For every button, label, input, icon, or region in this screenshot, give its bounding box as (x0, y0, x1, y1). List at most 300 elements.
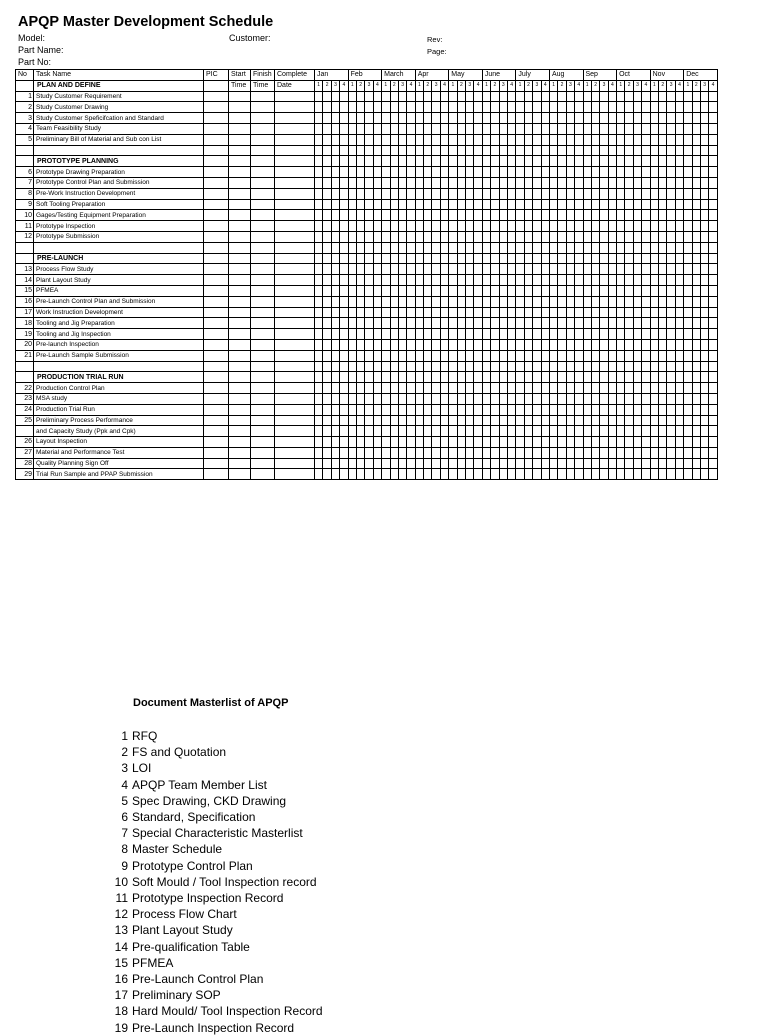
finish-time-cell (251, 329, 275, 340)
week-cell (650, 318, 658, 329)
week-cell (474, 307, 482, 318)
week-cell (382, 134, 390, 145)
row-number: 17 (16, 307, 34, 318)
week-cell (575, 231, 583, 242)
start-time-cell (229, 393, 251, 404)
week-cell (709, 134, 717, 145)
complete-date-cell (275, 275, 315, 286)
week-cell (340, 275, 348, 286)
week-cell (642, 458, 650, 469)
week-cell (331, 145, 339, 156)
week-cell (499, 285, 507, 296)
week-cell (340, 404, 348, 415)
week-cell (407, 177, 415, 188)
week-cell (507, 210, 515, 221)
week-cell (390, 437, 398, 448)
week-cell (449, 253, 457, 264)
week-cell (659, 415, 667, 426)
week-cell (684, 91, 692, 102)
week-cell (558, 242, 566, 253)
week-cell (474, 296, 482, 307)
finish-time-cell (251, 415, 275, 426)
week-cell (390, 318, 398, 329)
week-cell (667, 264, 675, 275)
week-cell (491, 242, 499, 253)
week-cell (365, 242, 373, 253)
week-cell (591, 437, 599, 448)
week-cell (566, 339, 574, 350)
start-time-cell (229, 91, 251, 102)
week-cell (365, 156, 373, 167)
week-cell (390, 145, 398, 156)
list-item (100, 874, 323, 890)
week-cell (340, 242, 348, 253)
week-cell (583, 437, 591, 448)
week-cell (449, 372, 457, 383)
week-cell (466, 188, 474, 199)
week-cell (340, 199, 348, 210)
list-item (100, 922, 323, 938)
week-cell (516, 123, 524, 134)
week-cell (348, 447, 356, 458)
list-item-label: APQP Team Member List (132, 777, 267, 792)
week-cell (566, 231, 574, 242)
week-cell (675, 113, 683, 124)
week-cell (566, 296, 574, 307)
week-cell (424, 372, 432, 383)
week-cell (650, 188, 658, 199)
week-cell (331, 242, 339, 253)
row-number: 19 (16, 329, 34, 340)
week-cell (424, 404, 432, 415)
week-cell (407, 307, 415, 318)
week-cell (575, 145, 583, 156)
week-cell (617, 404, 625, 415)
row-number (16, 80, 34, 91)
pic-cell (204, 123, 229, 134)
week-cell (533, 231, 541, 242)
week-cell (642, 307, 650, 318)
week-cell (625, 231, 633, 242)
month-header: Jan (315, 70, 349, 81)
week-cell (499, 361, 507, 372)
week-cell (625, 156, 633, 167)
week-cell (474, 361, 482, 372)
week-cell (323, 210, 331, 221)
week-cell (407, 361, 415, 372)
week-cell (583, 404, 591, 415)
week-cell (340, 296, 348, 307)
week-cell (491, 339, 499, 350)
week-cell (684, 350, 692, 361)
week-cell (692, 210, 700, 221)
week-cell (415, 447, 423, 458)
week-cell (432, 307, 440, 318)
week-cell (541, 242, 549, 253)
week-cell (507, 275, 515, 286)
week-cell (491, 415, 499, 426)
week-cell (700, 156, 708, 167)
week-cell (340, 145, 348, 156)
week-cell (583, 350, 591, 361)
week-number: 2 (625, 80, 633, 91)
week-cell (390, 113, 398, 124)
week-cell (340, 231, 348, 242)
week-cell (356, 188, 364, 199)
week-cell (323, 437, 331, 448)
col-complete-header: Date (275, 80, 315, 91)
week-cell (390, 458, 398, 469)
week-cell (365, 285, 373, 296)
row-number: 3 (16, 113, 34, 124)
week-cell (700, 296, 708, 307)
week-cell (549, 350, 557, 361)
week-cell (709, 393, 717, 404)
week-cell (390, 156, 398, 167)
week-cell (709, 102, 717, 113)
week-cell (608, 113, 616, 124)
week-cell (524, 372, 532, 383)
week-cell (348, 102, 356, 113)
week-cell (642, 145, 650, 156)
week-cell (398, 372, 406, 383)
week-cell (340, 393, 348, 404)
week-cell (507, 296, 515, 307)
week-cell (675, 296, 683, 307)
masterlist (100, 728, 323, 1036)
week-cell (700, 275, 708, 286)
week-cell (642, 404, 650, 415)
week-cell (474, 264, 482, 275)
week-cell (424, 264, 432, 275)
week-cell (407, 404, 415, 415)
week-cell (382, 210, 390, 221)
week-cell (700, 199, 708, 210)
week-cell (692, 426, 700, 437)
week-cell (482, 383, 490, 394)
table-row (16, 350, 718, 361)
week-cell (457, 134, 465, 145)
row-number: 25 (16, 415, 34, 426)
week-cell (709, 361, 717, 372)
list-item-label: LOI (132, 761, 152, 776)
week-cell (558, 177, 566, 188)
week-cell (466, 242, 474, 253)
week-cell (625, 447, 633, 458)
week-cell (407, 145, 415, 156)
week-cell (415, 231, 423, 242)
week-cell (507, 426, 515, 437)
week-cell (650, 339, 658, 350)
week-cell (424, 156, 432, 167)
task-name: Preliminary Process Performance (34, 415, 204, 426)
week-cell (390, 188, 398, 199)
week-cell (633, 339, 641, 350)
list-item-number: 3 (121, 761, 128, 776)
week-cell (415, 123, 423, 134)
week-cell (617, 210, 625, 221)
week-cell (491, 134, 499, 145)
week-cell (684, 210, 692, 221)
week-cell (591, 145, 599, 156)
week-cell (398, 113, 406, 124)
week-cell (709, 350, 717, 361)
task-name: Team Feasibility Study (34, 123, 204, 134)
week-cell (407, 469, 415, 480)
week-cell (633, 231, 641, 242)
pic-cell (204, 437, 229, 448)
week-cell (424, 113, 432, 124)
week-cell (700, 447, 708, 458)
week-cell (323, 231, 331, 242)
start-time-cell (229, 404, 251, 415)
week-cell (692, 253, 700, 264)
week-cell (340, 329, 348, 340)
week-cell (315, 350, 323, 361)
week-cell (365, 102, 373, 113)
week-cell (390, 339, 398, 350)
week-cell (407, 210, 415, 221)
week-cell (466, 372, 474, 383)
week-cell (650, 264, 658, 275)
week-cell (709, 264, 717, 275)
table-row (16, 167, 718, 178)
week-cell (533, 350, 541, 361)
week-cell (608, 156, 616, 167)
week-cell (415, 188, 423, 199)
week-cell (617, 469, 625, 480)
week-cell (507, 469, 515, 480)
week-cell (709, 329, 717, 340)
week-cell (566, 134, 574, 145)
week-cell (449, 91, 457, 102)
week-cell (457, 469, 465, 480)
col-task-header: Task Name (34, 70, 204, 81)
week-cell (457, 458, 465, 469)
week-number: 2 (356, 80, 364, 91)
table-row (16, 156, 718, 167)
complete-date-cell (275, 91, 315, 102)
week-cell (432, 285, 440, 296)
week-cell (474, 426, 482, 437)
week-cell (499, 329, 507, 340)
finish-time-cell (251, 102, 275, 113)
week-cell (474, 415, 482, 426)
week-cell (424, 188, 432, 199)
customer-label: Customer: (229, 33, 271, 43)
week-cell (516, 177, 524, 188)
week-cell (533, 167, 541, 178)
week-cell (466, 102, 474, 113)
week-cell (692, 188, 700, 199)
week-cell (600, 145, 608, 156)
week-cell (407, 339, 415, 350)
pic-cell (204, 285, 229, 296)
list-item (100, 955, 323, 971)
week-cell (457, 329, 465, 340)
week-cell (650, 113, 658, 124)
week-cell (575, 339, 583, 350)
week-cell (659, 145, 667, 156)
list-item (100, 1003, 323, 1019)
week-cell (692, 393, 700, 404)
week-cell (491, 221, 499, 232)
week-cell (675, 458, 683, 469)
week-cell (491, 113, 499, 124)
list-item (100, 858, 323, 874)
table-row (16, 383, 718, 394)
week-cell (348, 123, 356, 134)
week-cell (516, 350, 524, 361)
week-cell (608, 177, 616, 188)
week-cell (390, 426, 398, 437)
week-cell (608, 145, 616, 156)
week-cell (348, 458, 356, 469)
col-pic-header: PIC (204, 70, 229, 81)
week-cell (466, 329, 474, 340)
week-cell (373, 318, 381, 329)
start-time-cell (229, 458, 251, 469)
week-cell (617, 437, 625, 448)
task-name: Tooling and Jig Preparation (34, 318, 204, 329)
week-cell (583, 426, 591, 437)
week-cell (482, 242, 490, 253)
week-cell (365, 350, 373, 361)
week-cell (466, 404, 474, 415)
table-row (16, 145, 718, 156)
finish-time-cell (251, 210, 275, 221)
week-cell (365, 113, 373, 124)
section-heading: PROTOTYPE PLANNING (34, 156, 204, 167)
week-cell (617, 372, 625, 383)
week-cell (617, 318, 625, 329)
start-time-cell (229, 221, 251, 232)
start-time-cell (229, 383, 251, 394)
week-cell (382, 437, 390, 448)
week-cell (700, 383, 708, 394)
week-cell (507, 167, 515, 178)
header-row (16, 70, 718, 81)
week-cell (415, 361, 423, 372)
week-cell (499, 469, 507, 480)
week-cell (474, 210, 482, 221)
week-cell (499, 253, 507, 264)
week-cell (524, 404, 532, 415)
week-cell (625, 275, 633, 286)
week-cell (382, 296, 390, 307)
week-cell (650, 231, 658, 242)
week-cell (583, 285, 591, 296)
week-cell (675, 275, 683, 286)
week-cell (625, 242, 633, 253)
week-cell (466, 350, 474, 361)
week-cell (558, 221, 566, 232)
table-row (16, 447, 718, 458)
list-item-number: 11 (115, 891, 128, 906)
list-item-number: 14 (114, 939, 128, 954)
row-number: 24 (16, 404, 34, 415)
week-cell (440, 210, 448, 221)
list-item (100, 728, 323, 744)
week-cell (491, 350, 499, 361)
week-cell (566, 188, 574, 199)
week-number: 1 (449, 80, 457, 91)
week-cell (499, 242, 507, 253)
week-cell (373, 372, 381, 383)
week-number: 4 (675, 80, 683, 91)
week-cell (583, 329, 591, 340)
week-cell (659, 329, 667, 340)
row-number (16, 372, 34, 383)
week-cell (667, 350, 675, 361)
col-start-header: Start (229, 70, 251, 81)
week-cell (382, 350, 390, 361)
week-cell (340, 339, 348, 350)
start-time-cell (229, 469, 251, 480)
week-cell (474, 329, 482, 340)
week-cell (659, 296, 667, 307)
week-cell (600, 318, 608, 329)
week-cell (633, 123, 641, 134)
start-time-cell (229, 264, 251, 275)
week-cell (356, 231, 364, 242)
week-cell (424, 329, 432, 340)
week-cell (617, 199, 625, 210)
week-cell (331, 469, 339, 480)
week-cell (415, 199, 423, 210)
week-cell (549, 231, 557, 242)
week-cell (398, 437, 406, 448)
pic-cell (204, 242, 229, 253)
week-cell (675, 123, 683, 134)
week-cell (667, 458, 675, 469)
week-cell (549, 393, 557, 404)
week-cell (331, 167, 339, 178)
week-cell (499, 404, 507, 415)
week-cell (499, 231, 507, 242)
list-item-number: 9 (121, 858, 128, 873)
pic-cell (204, 296, 229, 307)
week-cell (315, 242, 323, 253)
week-cell (524, 177, 532, 188)
week-cell (449, 145, 457, 156)
week-cell (709, 383, 717, 394)
week-cell (617, 329, 625, 340)
week-cell (591, 339, 599, 350)
week-cell (650, 361, 658, 372)
week-cell (709, 285, 717, 296)
task-name: Pre-launch Inspection (34, 339, 204, 350)
week-cell (415, 264, 423, 275)
finish-time-cell (251, 285, 275, 296)
list-item-number: 19 (114, 1020, 128, 1035)
week-cell (700, 91, 708, 102)
week-number: 1 (617, 80, 625, 91)
week-cell (692, 275, 700, 286)
week-cell (541, 91, 549, 102)
table-row (16, 318, 718, 329)
row-number: 20 (16, 339, 34, 350)
week-cell (524, 383, 532, 394)
week-cell (558, 415, 566, 426)
finish-time-cell (251, 469, 275, 480)
week-cell (625, 253, 633, 264)
week-cell (331, 447, 339, 458)
week-cell (516, 437, 524, 448)
week-cell (415, 167, 423, 178)
row-number (16, 156, 34, 167)
week-cell (424, 458, 432, 469)
